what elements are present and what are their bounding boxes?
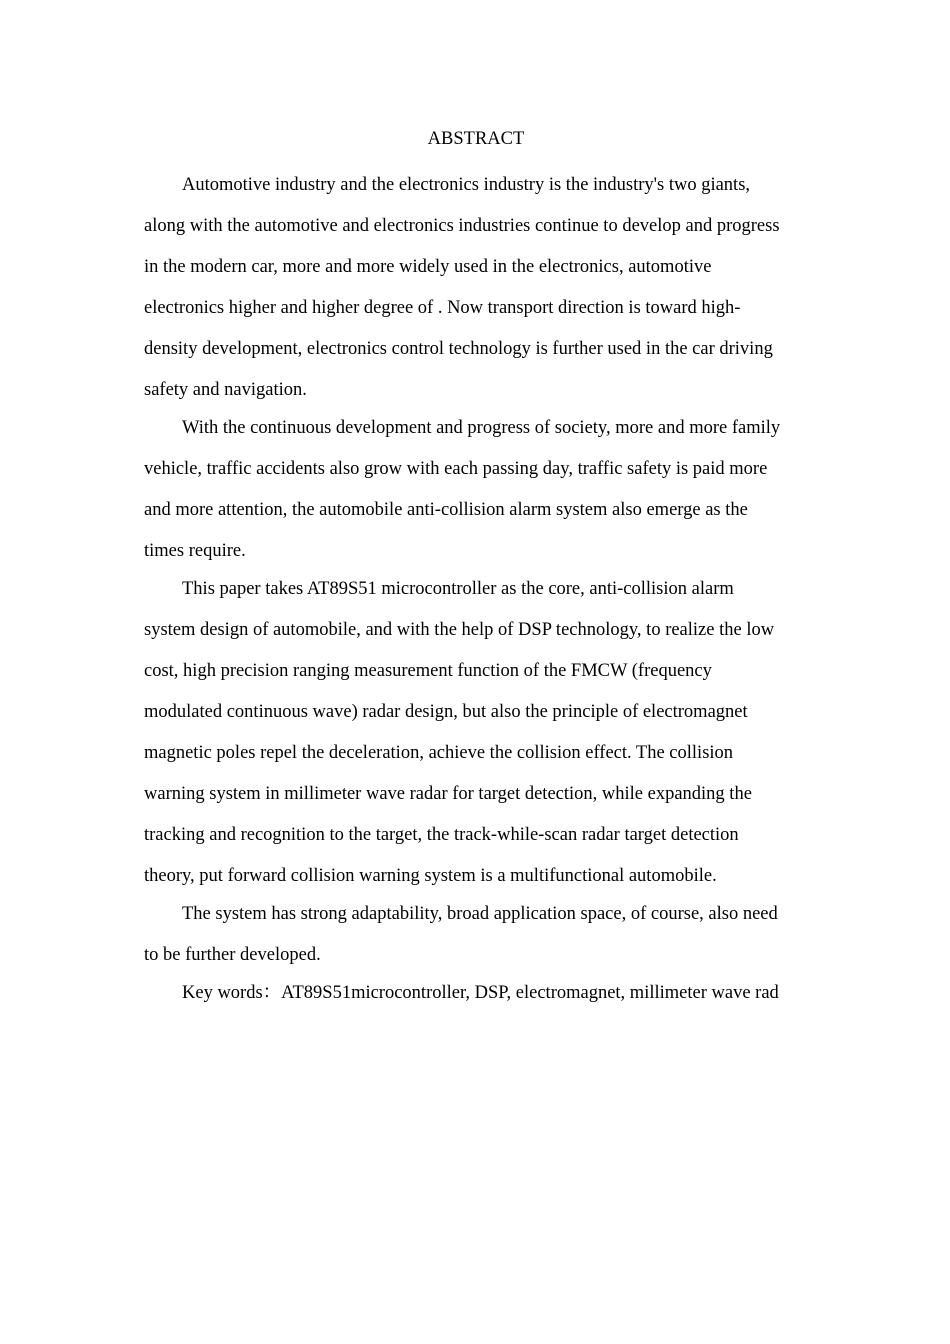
paragraph-3 [144, 569, 808, 897]
keywords-label: Key words： [182, 983, 282, 1003]
text-line: This paper takes AT89S51 microcontroller as the core, anti-collision alarm [182, 579, 734, 599]
keywords-text: AT89S51microcontroller, DSP, electromagnet, millimeter wave rad [281, 983, 779, 1003]
text-line: times require. [144, 541, 246, 561]
text-line: electronics higher and higher degree of . Now transport direction is toward high- [144, 298, 741, 318]
text-line: theory, put forward collision warning system is a multifunctional automobile. [144, 866, 717, 886]
text-line: warning system in millimeter wave radar for target detection, while expanding the [144, 784, 752, 804]
paragraph-1 [144, 165, 808, 411]
text-line: magnetic poles repel the deceleration, achieve the collision effect. The collision [144, 743, 734, 763]
text-line: to be further developed. [144, 945, 321, 965]
text-line: tracking and recognition to the target, the track-while-scan radar target detection [144, 825, 739, 845]
abstract-section [144, 127, 808, 1011]
keywords-row [144, 973, 808, 1014]
paragraph-2 [144, 408, 808, 572]
text-line: and more attention, the automobile anti-collision alarm system also emerge as the [144, 500, 748, 520]
text-line: density development, electronics control technology is further used in the car driving [144, 339, 773, 359]
text-line: system design of automobile, and with the help of DSP technology, to realize the low [144, 620, 775, 640]
page-title: ABSTRACT [427, 129, 525, 149]
text-line: modulated continuous wave) radar design, but also the principle of electromagnet [144, 702, 748, 722]
text-line: cost, high precision ranging measurement function of the FMCW (frequency [144, 661, 712, 681]
text-line: With the continuous development and progress of society, more and more family [182, 418, 781, 438]
paragraph-4 [144, 894, 808, 976]
keywords-line [144, 973, 808, 1014]
text-line: along with the automotive and electronics industries continue to develop and progress [144, 216, 780, 236]
text-line: safety and navigation. [144, 380, 307, 400]
text-line: Automotive industry and the electronics industry is the industry's two giants, [182, 175, 751, 195]
text-line: vehicle, traffic accidents also grow with each passing day, traffic safety is paid more [144, 459, 768, 479]
text-line: The system has strong adaptability, broad application space, of course, also need [182, 904, 778, 924]
text-line: in the modern car, more and more widely used in the electronics, automotive [144, 257, 712, 277]
